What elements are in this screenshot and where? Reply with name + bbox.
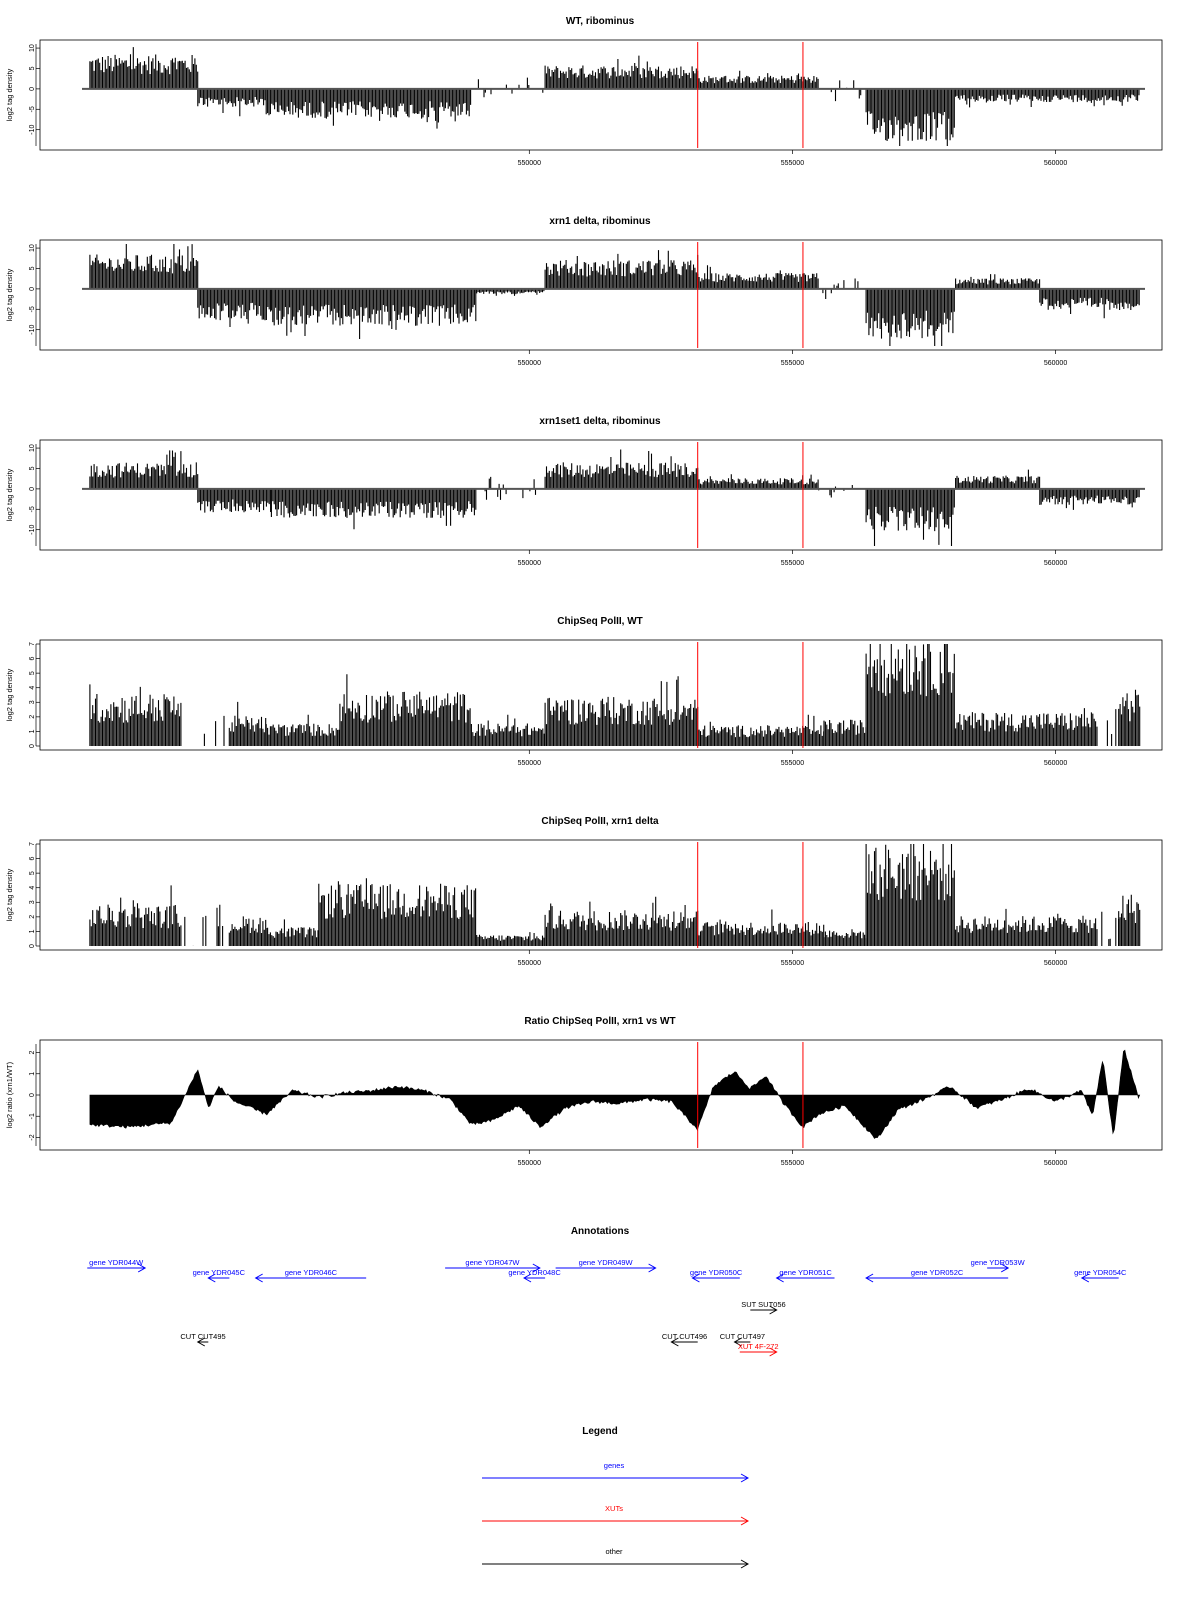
- y-axis-label: log2 tag density: [5, 868, 14, 922]
- chart-panel-3: [5, 416, 1162, 567]
- x-tick-label: 560000: [1043, 760, 1068, 767]
- data-bars: [1040, 289, 1139, 318]
- data-bars: [340, 674, 470, 746]
- x-tick-label: 550000: [517, 560, 541, 567]
- data-bars: [956, 909, 1097, 946]
- x-axis: [518, 150, 1068, 167]
- feature-label: gene YDR045C: [192, 1268, 246, 1277]
- data-bars: [545, 56, 698, 89]
- data-bars: [477, 289, 544, 296]
- x-tick-label: 555000: [780, 560, 805, 567]
- ratio-area: [90, 1050, 1140, 1138]
- data-bars: [866, 89, 954, 146]
- annotation-feature: [1074, 1268, 1127, 1282]
- y-tick-label: -5: [29, 306, 36, 313]
- y-tick-label: -10: [29, 124, 36, 135]
- x-tick-label: 550000: [517, 360, 541, 367]
- y-tick-label: 7: [29, 642, 36, 646]
- annotation-feature: [690, 1268, 743, 1282]
- data-bars: [956, 274, 1040, 289]
- x-axis: [518, 750, 1068, 767]
- chart-title: Ratio ChipSeq PolII, xrn1 vs WT: [524, 1016, 676, 1027]
- feature-label: gene YDR052C: [910, 1268, 964, 1277]
- chart-title: WT, ribominus: [565, 16, 635, 27]
- data-bars: [866, 844, 954, 946]
- data-bars: [866, 644, 954, 746]
- feature-label: CUT CUT496: [661, 1332, 708, 1341]
- data-bars: [471, 715, 544, 746]
- data-bars: [271, 289, 475, 339]
- y-tick-label: -2: [29, 1134, 36, 1141]
- data-bars: [182, 905, 228, 946]
- data-bars: [1098, 912, 1119, 946]
- legend-entry: [482, 1547, 748, 1568]
- y-tick-label: 0: [29, 486, 36, 491]
- x-tick-label: 555000: [780, 1160, 805, 1167]
- y-tick-label: 0: [29, 86, 36, 91]
- y-tick-label: 2: [29, 1050, 36, 1055]
- y-tick-label: 4: [29, 885, 36, 890]
- data-bars: [229, 702, 265, 746]
- feature-label: gene YDR053W: [970, 1258, 1025, 1267]
- legend: [482, 1426, 748, 1568]
- annotation-feature: [87, 1258, 145, 1272]
- y-tick-label: -5: [29, 106, 36, 113]
- data-bars: [545, 897, 698, 946]
- data-bars: [229, 916, 265, 946]
- legend-label: XUTs: [605, 1504, 623, 1513]
- x-tick-label: 555000: [780, 360, 805, 367]
- y-tick-label: 5: [29, 66, 36, 71]
- x-tick-label: 560000: [1043, 360, 1068, 367]
- chart-title: xrn1 delta, ribominus: [549, 216, 651, 227]
- data-series: [82, 47, 1145, 146]
- data-bars: [698, 715, 824, 746]
- feature-label: gene YDR054C: [1074, 1268, 1127, 1277]
- annotation-feature: [866, 1268, 1008, 1282]
- y-tick-label: 0: [29, 1093, 36, 1097]
- feature-label: CUT CUT495: [180, 1332, 226, 1341]
- data-bars: [271, 489, 475, 529]
- chart-title: ChipSeq PolII, xrn1 delta: [541, 816, 659, 827]
- chart-panel-5: [5, 816, 1162, 967]
- data-bars: [1098, 709, 1119, 746]
- x-tick-label: 560000: [1043, 1160, 1068, 1167]
- y-axis-label: log2 tag density: [5, 268, 14, 322]
- data-bars: [198, 289, 271, 327]
- chart-title: ChipSeq PolII, WT: [557, 616, 643, 627]
- annotation-feature: [741, 1300, 785, 1314]
- data-bars: [319, 878, 476, 946]
- data-bars: [1119, 690, 1140, 746]
- x-tick-label: 560000: [1043, 560, 1068, 567]
- x-axis: [518, 550, 1068, 567]
- data-bars: [1119, 895, 1140, 946]
- y-axis-label: log2 ratio (xrn1/WT): [5, 1061, 14, 1129]
- data-bars: [819, 485, 865, 498]
- y-tick-label: 1: [29, 929, 36, 934]
- data-bars: [956, 89, 1139, 108]
- chart-panel-4: [5, 616, 1162, 767]
- y-tick-label: 5: [29, 871, 36, 876]
- x-tick-label: 560000: [1043, 960, 1068, 967]
- data-bars: [698, 265, 818, 289]
- data-bars: [90, 47, 198, 89]
- y-axis-label: log2 tag density: [5, 68, 14, 122]
- y-tick-label: -1: [29, 1113, 36, 1120]
- data-bars: [198, 489, 271, 513]
- data-bars: [266, 89, 470, 129]
- data-bars: [824, 720, 866, 746]
- y-tick-label: 1: [29, 1071, 36, 1076]
- y-tick-label: 4: [29, 685, 36, 690]
- y-tick-label: 5: [29, 466, 36, 471]
- legend-label: other: [605, 1547, 623, 1556]
- y-tick-label: 2: [29, 914, 36, 919]
- data-bars: [477, 932, 544, 946]
- data-bars: [90, 684, 181, 746]
- y-tick-label: -5: [29, 506, 36, 513]
- data-bars: [471, 78, 544, 98]
- annotation-feature: [508, 1268, 561, 1282]
- data-bars: [824, 929, 866, 946]
- feature-label: CUT CUT497: [719, 1332, 766, 1341]
- data-bars: [545, 450, 698, 489]
- legend-entry: [482, 1504, 748, 1525]
- x-tick-label: 550000: [517, 1160, 541, 1167]
- y-axis-label: log2 tag density: [5, 668, 14, 722]
- y-tick-label: 10: [29, 44, 36, 52]
- feature-label: gene YDR051C: [779, 1268, 832, 1277]
- annotation-feature: [738, 1342, 779, 1356]
- annotations-title: Annotations: [570, 1226, 630, 1237]
- y-tick-label: -10: [29, 324, 36, 335]
- y-axis: [5, 842, 40, 948]
- data-series: [90, 844, 1140, 946]
- x-tick-label: 550000: [517, 960, 541, 967]
- y-axis: [5, 44, 40, 146]
- data-bars: [698, 910, 824, 947]
- data-bars: [182, 716, 228, 746]
- y-tick-label: 10: [29, 444, 36, 452]
- feature-label: gene YDR049W: [578, 1258, 633, 1267]
- y-tick-label: 7: [29, 842, 36, 846]
- data-bars: [698, 474, 818, 489]
- x-tick-label: 555000: [780, 160, 805, 167]
- data-bars: [956, 470, 1040, 489]
- y-axis: [5, 244, 40, 346]
- y-tick-label: 3: [29, 900, 36, 905]
- feature-label: gene YDR048C: [508, 1268, 561, 1277]
- x-tick-label: 560000: [1043, 160, 1068, 167]
- x-tick-label: 550000: [517, 160, 541, 167]
- chart-title: xrn1set1 delta, ribominus: [539, 416, 661, 427]
- y-axis: [5, 444, 40, 546]
- y-axis-label: log2 tag density: [5, 468, 14, 522]
- data-bars: [90, 450, 198, 489]
- x-axis: [518, 350, 1068, 367]
- annotations-track: [87, 1226, 1127, 1356]
- plot-frame: [40, 440, 1162, 550]
- y-tick-label: -10: [29, 524, 36, 535]
- data-bars: [90, 244, 198, 289]
- legend-title: Legend: [582, 1426, 618, 1437]
- chart-panel-1: [5, 16, 1162, 167]
- y-tick-label: 1: [29, 729, 36, 734]
- y-axis: [5, 642, 40, 748]
- feature-label: gene YDR044W: [89, 1258, 144, 1267]
- data-series: [90, 644, 1140, 746]
- y-tick-label: 6: [29, 656, 36, 661]
- annotation-feature: [180, 1332, 225, 1346]
- legend-entry: [482, 1461, 748, 1482]
- y-tick-label: 5: [29, 266, 36, 271]
- y-tick-label: 5: [29, 671, 36, 676]
- data-bars: [698, 71, 818, 89]
- annotation-feature: [193, 1268, 246, 1282]
- x-tick-label: 555000: [780, 760, 805, 767]
- y-tick-label: 6: [29, 856, 36, 861]
- y-tick-label: 3: [29, 700, 36, 705]
- data-bars: [866, 489, 954, 546]
- data-bars: [266, 715, 339, 746]
- feature-label: gene YDR046C: [284, 1268, 338, 1277]
- y-tick-label: 0: [29, 944, 36, 948]
- x-axis: [518, 950, 1068, 967]
- annotation-feature: [256, 1268, 367, 1282]
- legend-label: genes: [603, 1461, 625, 1470]
- feature-label: SUT SUT056: [741, 1300, 786, 1309]
- feature-label: XUT 4F-272: [737, 1342, 779, 1351]
- data-bars: [545, 676, 698, 746]
- y-tick-label: 2: [29, 714, 36, 719]
- annotation-feature: [971, 1258, 1026, 1272]
- annotation-feature: [556, 1258, 656, 1272]
- annotation-feature: [777, 1268, 835, 1282]
- data-bars: [1040, 489, 1139, 510]
- data-bars: [819, 80, 865, 101]
- feature-label: gene YDR047W: [465, 1258, 520, 1267]
- data-bars: [545, 250, 698, 289]
- y-tick-label: 0: [29, 286, 36, 291]
- feature-label: gene YDR050C: [689, 1268, 743, 1277]
- chart-panel-6: [5, 1016, 1162, 1167]
- x-axis: [518, 1150, 1068, 1167]
- data-series: [82, 450, 1145, 547]
- data-bars: [266, 919, 318, 946]
- plot-frame: [40, 240, 1162, 350]
- chart-panel-2: [5, 216, 1162, 367]
- data-bars: [90, 885, 181, 946]
- data-bars: [866, 289, 954, 346]
- x-tick-label: 555000: [780, 960, 805, 967]
- annotation-feature: [662, 1332, 707, 1346]
- y-tick-label: 0: [29, 744, 36, 748]
- x-tick-label: 550000: [517, 760, 541, 767]
- data-bars: [198, 89, 265, 116]
- data-series: [82, 244, 1145, 346]
- data-series: [90, 1050, 1140, 1138]
- y-tick-label: 10: [29, 244, 36, 252]
- y-axis: [5, 1044, 40, 1146]
- data-bars: [956, 708, 1097, 746]
